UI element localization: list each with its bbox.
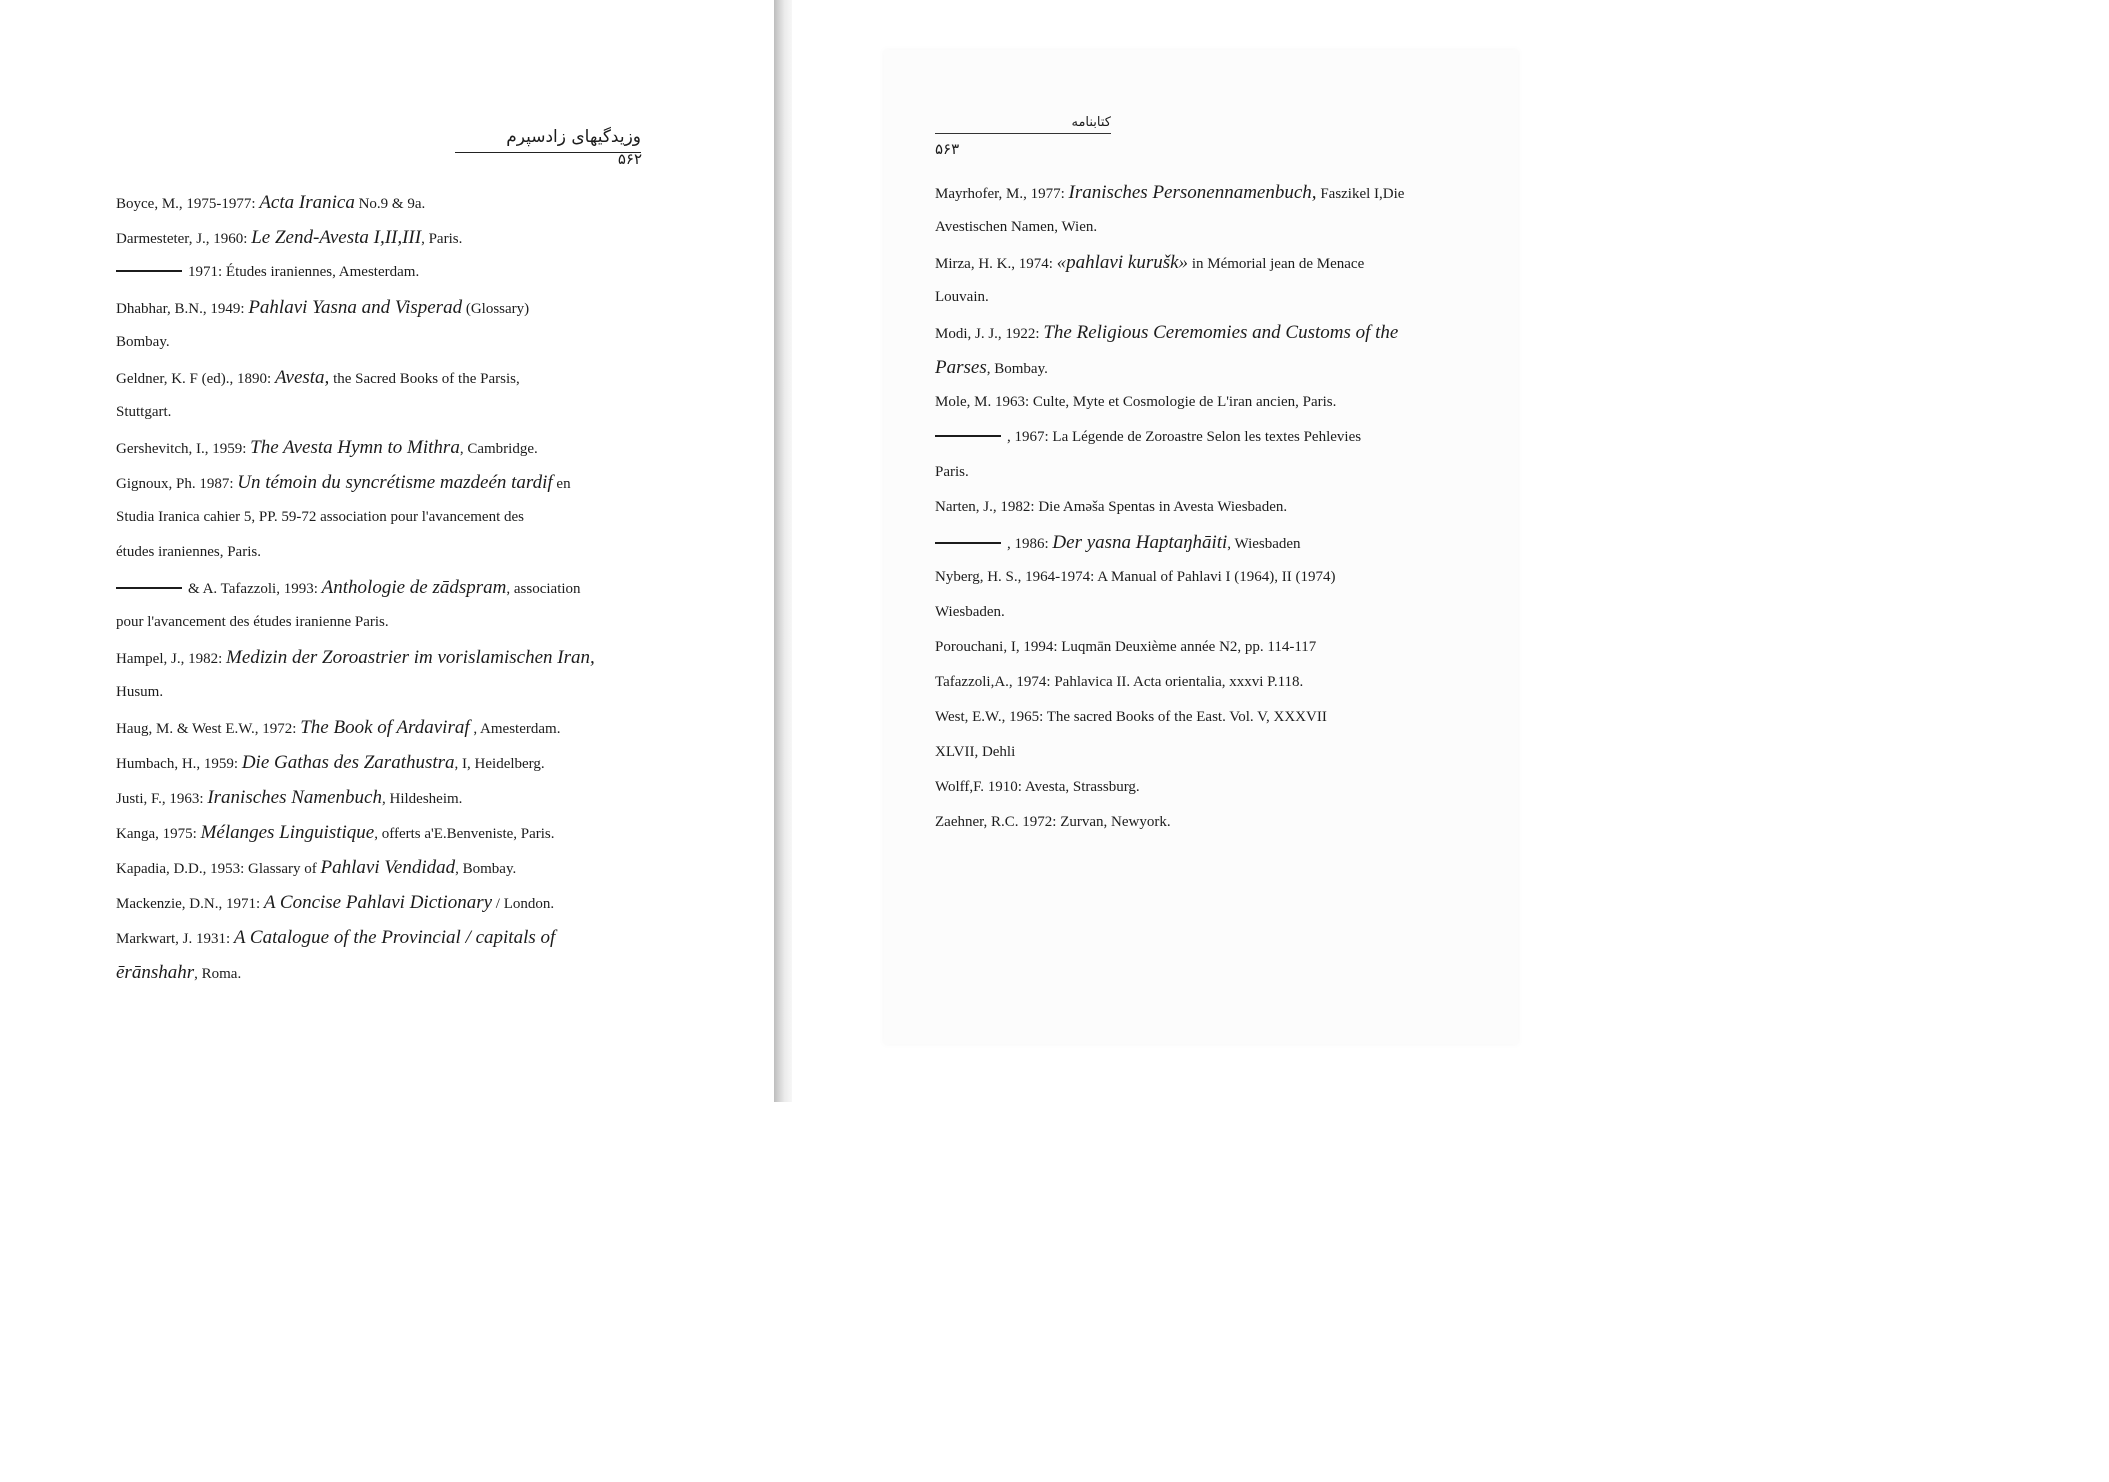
reference-title: Iranisches Personennamenbuch, bbox=[1068, 182, 1317, 203]
reference-text: Justi, F., 1963: bbox=[116, 791, 208, 807]
reference-title: Der yasna Haptaŋhāiti bbox=[1052, 532, 1228, 553]
reference-line bbox=[116, 885, 616, 920]
reference-text: Husum. bbox=[116, 684, 164, 700]
reference-line bbox=[116, 220, 616, 255]
reference-line bbox=[116, 430, 616, 465]
reference-line bbox=[935, 805, 1435, 840]
reference-text: Louvain. bbox=[935, 289, 989, 305]
reference-text: en bbox=[552, 476, 571, 492]
reference-text: , association bbox=[506, 581, 581, 597]
reference-title: A Concise Pahlavi Dictionary bbox=[263, 892, 493, 913]
reference-title: Avesta, bbox=[274, 367, 330, 388]
reference-text: Stuttgart. bbox=[116, 404, 172, 420]
reference-text: Geldner, K. F (ed)., 1890: bbox=[116, 371, 275, 387]
reference-title: ērānshahr bbox=[116, 962, 195, 983]
reference-line bbox=[935, 665, 1435, 700]
reference-text: , Cambridge. bbox=[459, 441, 538, 457]
running-head: کتابنامه bbox=[935, 113, 1111, 134]
reference-text: , Roma. bbox=[194, 966, 242, 982]
reference-line bbox=[116, 360, 616, 395]
reference-text: Mirza, H. K., 1974: bbox=[935, 256, 1057, 272]
reference-title: A Catalogue of the Provincial / capitals of bbox=[233, 927, 556, 948]
reference-line bbox=[116, 570, 616, 605]
reference-text: Haug, M. & West E.W., 1972: bbox=[116, 721, 301, 737]
repeat-author-rule bbox=[935, 542, 1001, 544]
reference-text: the Sacred Books of the Parsis, bbox=[329, 371, 520, 387]
reference-line bbox=[116, 500, 616, 535]
reference-line bbox=[935, 245, 1435, 280]
repeat-author-rule bbox=[116, 587, 182, 589]
reference-line bbox=[116, 395, 616, 430]
reference-line bbox=[935, 420, 1435, 455]
reference-text: & A. Tafazzoli, 1993: bbox=[188, 581, 322, 597]
reference-title: Pahlavi Yasna and Visperad bbox=[248, 297, 463, 318]
reference-title: Acta Iranica bbox=[259, 192, 355, 213]
reference-title: Iranisches Namenbuch bbox=[207, 787, 382, 808]
reference-text: (Glossary) bbox=[462, 301, 530, 317]
reference-text: , I, Heidelberg. bbox=[454, 756, 545, 772]
reference-line bbox=[935, 210, 1435, 245]
reference-title: Die Gathas des Zarathustra bbox=[241, 752, 455, 773]
reference-line bbox=[935, 175, 1435, 210]
book-gutter bbox=[774, 0, 792, 1102]
reference-text: West, E.W., 1965: The sacred Books of the East. Vol. V, XXXVII bbox=[935, 709, 1327, 725]
reference-line bbox=[116, 290, 616, 325]
reference-line bbox=[935, 350, 1435, 385]
reference-text: Mackenzie, D.N., 1971: bbox=[116, 896, 264, 912]
reference-line bbox=[116, 850, 616, 885]
reference-text: Wiesbaden. bbox=[935, 604, 1005, 620]
reference-text: Boyce, M., 1975-1977: bbox=[116, 196, 260, 212]
reference-text: Narten, J., 1982: Die Aməša Spentas in Avesta Wiesbaden. bbox=[935, 499, 1288, 515]
reference-text: Kanga, 1975: bbox=[116, 826, 201, 842]
reference-text: Zaehner, R.C. 1972: Zurvan, Newyork. bbox=[935, 814, 1171, 830]
reference-title: The Book of Ardaviraf bbox=[300, 717, 470, 738]
reference-text: Humbach, H., 1959: bbox=[116, 756, 242, 772]
reference-line bbox=[116, 535, 616, 570]
reference-text: , Hildesheim. bbox=[382, 791, 463, 807]
reference-text: , Amesterdam. bbox=[469, 721, 561, 737]
reference-line bbox=[935, 735, 1435, 770]
reference-text: / London. bbox=[492, 896, 555, 912]
reference-title: «pahlavi kurušk» bbox=[1056, 252, 1189, 273]
reference-line bbox=[116, 255, 616, 290]
reference-line bbox=[116, 185, 616, 220]
bibliography-list bbox=[935, 175, 1435, 840]
reference-line bbox=[116, 605, 616, 640]
reference-text: Mayrhofer, M., 1977: bbox=[935, 186, 1069, 202]
reference-line bbox=[935, 525, 1435, 560]
reference-line bbox=[116, 640, 616, 675]
reference-text: , Bombay. bbox=[455, 861, 517, 877]
reference-title: Parses bbox=[935, 357, 987, 378]
reference-text: , Wiesbaden bbox=[1227, 536, 1301, 552]
reference-title: Un témoin du syncrétisme mazdeén tardif bbox=[237, 472, 553, 493]
reference-line bbox=[116, 780, 616, 815]
reference-text: Gershevitch, I., 1959: bbox=[116, 441, 251, 457]
reference-line bbox=[116, 465, 616, 500]
reference-text: , offerts a'E.Benveniste, Paris. bbox=[374, 826, 555, 842]
reference-text: Modi, J. J., 1922: bbox=[935, 326, 1044, 342]
reference-text: Hampel, J., 1982: bbox=[116, 651, 226, 667]
bibliography-list bbox=[116, 185, 616, 990]
reference-text: Wolff,F. 1910: Avesta, Strassburg. bbox=[935, 779, 1140, 795]
reference-line bbox=[116, 955, 616, 990]
reference-text: XLVII, Dehli bbox=[935, 744, 1016, 760]
reference-text: Bombay. bbox=[116, 334, 170, 350]
left-page bbox=[0, 0, 774, 1102]
reference-text: Porouchani, I, 1994: Luqmān Deuxième année N2, pp. 114-117 bbox=[935, 639, 1317, 655]
reference-text: Tafazzoli,A., 1974: Pahlavica II. Acta orientalia, xxxvi P.118. bbox=[935, 674, 1304, 690]
reference-text: Dhabhar, B.N., 1949: bbox=[116, 301, 249, 317]
page-number: ۵۶۲ bbox=[617, 150, 642, 168]
reference-line bbox=[935, 700, 1435, 735]
reference-text: études iraniennes, Paris. bbox=[116, 544, 261, 560]
reference-text: pour l'avancement des études iranienne Paris. bbox=[116, 614, 389, 630]
reference-line bbox=[116, 920, 616, 955]
reference-title: Pahlavi Vendidad bbox=[320, 857, 456, 878]
reference-text: , 1967: La Légende de Zoroastre Selon les textes Pehlevies bbox=[1007, 429, 1362, 445]
reference-title: Le Zend-Avesta I,II,III bbox=[251, 227, 422, 248]
reference-line bbox=[116, 325, 616, 360]
reference-title: Medizin der Zoroastrier im vorislamischen Iran, bbox=[226, 647, 595, 668]
reference-line bbox=[935, 490, 1435, 525]
reference-line bbox=[935, 315, 1435, 350]
reference-text: , Bombay. bbox=[986, 361, 1048, 377]
running-head: وزیدگیهای زادسپرم bbox=[455, 122, 641, 153]
reference-line bbox=[935, 630, 1435, 665]
repeat-author-rule bbox=[116, 270, 182, 272]
reference-line bbox=[935, 385, 1435, 420]
reference-text: Avestischen Namen, Wien. bbox=[935, 219, 1098, 235]
reference-line bbox=[935, 280, 1435, 315]
reference-title: The Avesta Hymn to Mithra bbox=[250, 437, 460, 458]
reference-text: Mole, M. 1963: Culte, Myte et Cosmologie de L'iran ancien, Paris. bbox=[935, 394, 1337, 410]
reference-text: , 1986: bbox=[1007, 536, 1053, 552]
reference-text: Studia Iranica cahier 5, PP. 59-72 association pour l'avancement des bbox=[116, 509, 525, 525]
reference-title: Mélanges Linguistique bbox=[200, 822, 375, 843]
reference-text: Darmesteter, J., 1960: bbox=[116, 231, 252, 247]
reference-line bbox=[935, 455, 1435, 490]
reference-text: Gignoux, Ph. 1987: bbox=[116, 476, 238, 492]
reference-line bbox=[116, 745, 616, 780]
page-number: ۵۶۳ bbox=[935, 140, 960, 158]
reference-line bbox=[935, 560, 1435, 595]
reference-line bbox=[116, 675, 616, 710]
reference-title: Anthologie de zādspram bbox=[321, 577, 507, 598]
reference-text: Nyberg, H. S., 1964-1974: A Manual of Pahlavi I (1964), II (1974) bbox=[935, 569, 1336, 585]
reference-line bbox=[935, 770, 1435, 805]
reference-text: Markwart, J. 1931: bbox=[116, 931, 234, 947]
reference-text: , Paris. bbox=[421, 231, 463, 247]
reference-line bbox=[116, 710, 616, 745]
reference-title: The Religious Ceremomies and Customs of the bbox=[1043, 322, 1399, 343]
reference-line bbox=[935, 595, 1435, 630]
reference-text: in Mémorial jean de Menace bbox=[1188, 256, 1365, 272]
reference-line bbox=[116, 815, 616, 850]
reference-text: Paris. bbox=[935, 464, 969, 480]
repeat-author-rule bbox=[935, 435, 1001, 437]
reference-text: Kapadia, D.D., 1953: Glassary of bbox=[116, 861, 321, 877]
reference-text: Faszikel I,Die bbox=[1316, 186, 1405, 202]
reference-text: No.9 & 9a. bbox=[354, 196, 426, 212]
reference-text: 1971: Études iraniennes, Amesterdam. bbox=[188, 264, 420, 280]
